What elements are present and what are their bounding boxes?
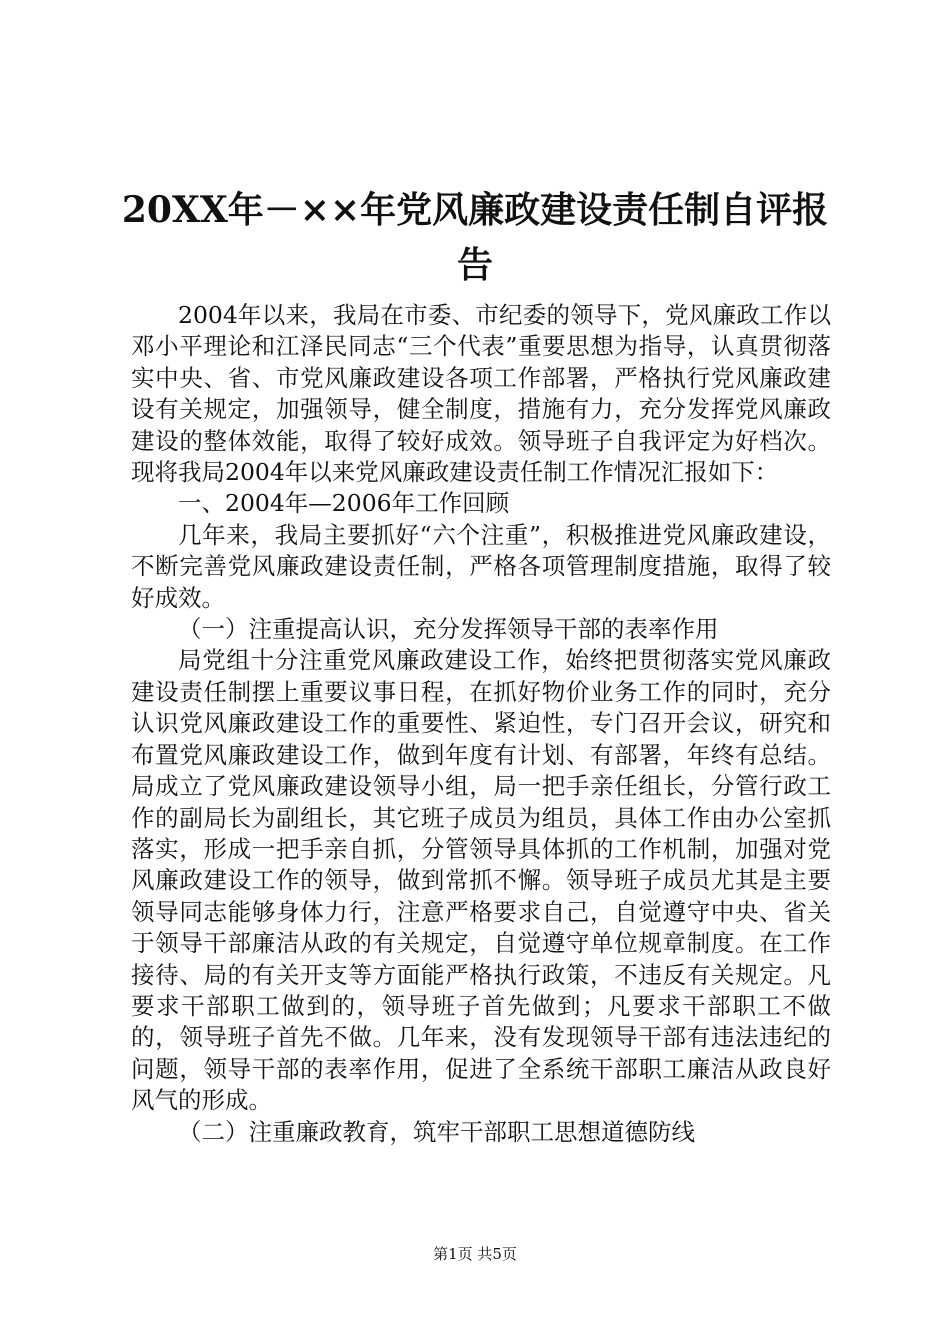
page-number-footer: 第1页 共5页 — [433, 1245, 517, 1263]
subsection-heading-2: （二）注重廉政教育，筑牢干部职工思想道德防线 — [178, 1117, 695, 1146]
document-body — [131, 300, 831, 1148]
review-paragraph: 几年来，我局主要抓好“六个注重”，积极推进党风廉政建设，不断完善党风廉政建设责任制，严格各项管理制度措施，取得了较好成效。 — [131, 520, 831, 612]
intro-paragraph: 2004年以来，我局在市委、市纪委的领导下，党风廉政工作以邓小平理论和江泽民同志“三个代表”重要思想为指导，认真贯彻落实中央、省、市党风廉政建设各项工作部署，严格执行党风廉政建设有关规定，加强领导，健全制度，措施有力，充分发挥党风廉政建设的整体效能，取得了较好成效。领导班子自我评定为好档次。现将我局2004年以来党风廉政建设责任制工作情况汇报如下： — [131, 301, 831, 487]
subsection-heading-1: （一）注重提高认识，充分发挥领导干部的表率作用 — [178, 615, 719, 644]
subsection-paragraph-1: 局党组十分注重党风廉政建设工作，始终把贯彻落实党风廉政建设责任制摆上重要议事日程，在抓好物价业务工作的同时，充分认识党风廉政建设工作的重要性、紧迫性，专门召开会议，研究和布置党风廉政建设工作，做到年度有计划、有部署，年终有总结。局成立了党风廉政建设领导小组，局一把手亲任组长，分管行政工作的副局长为副组长，其它班子成员为组员，具体工作由办公室抓落实，形成一把手亲自抓，分管领导具体抓的工作机制，加强对党风廉政建设工作的领导，做到常抓不懈。领导班子成员尤其是主要领导同志能够身体力行，注意严格要求自己，自觉遵守中央、省关于领导干部廉洁从政的有关规定，自觉遵守单位规章制度。在工作接待、局的有关开支等方面能严格执行政策，不违反有关规定。凡要求干部职工做到的，领导班子首先做到；凡要求干部职工不做的，领导班子首先不做。几年来，没有发现领导干部有违法违纪的问题，领导干部的表率作用，促进了全系统干部职工廉洁从政良好风气的形成。 — [131, 646, 831, 1115]
document-title-line-1: 20XX年－××年党风廉政建设责任制自评报 — [121, 189, 829, 231]
document-title-line-2: 告 — [456, 244, 493, 286]
section-heading-review: 一、2004年—2006年工作回顾 — [178, 489, 510, 518]
